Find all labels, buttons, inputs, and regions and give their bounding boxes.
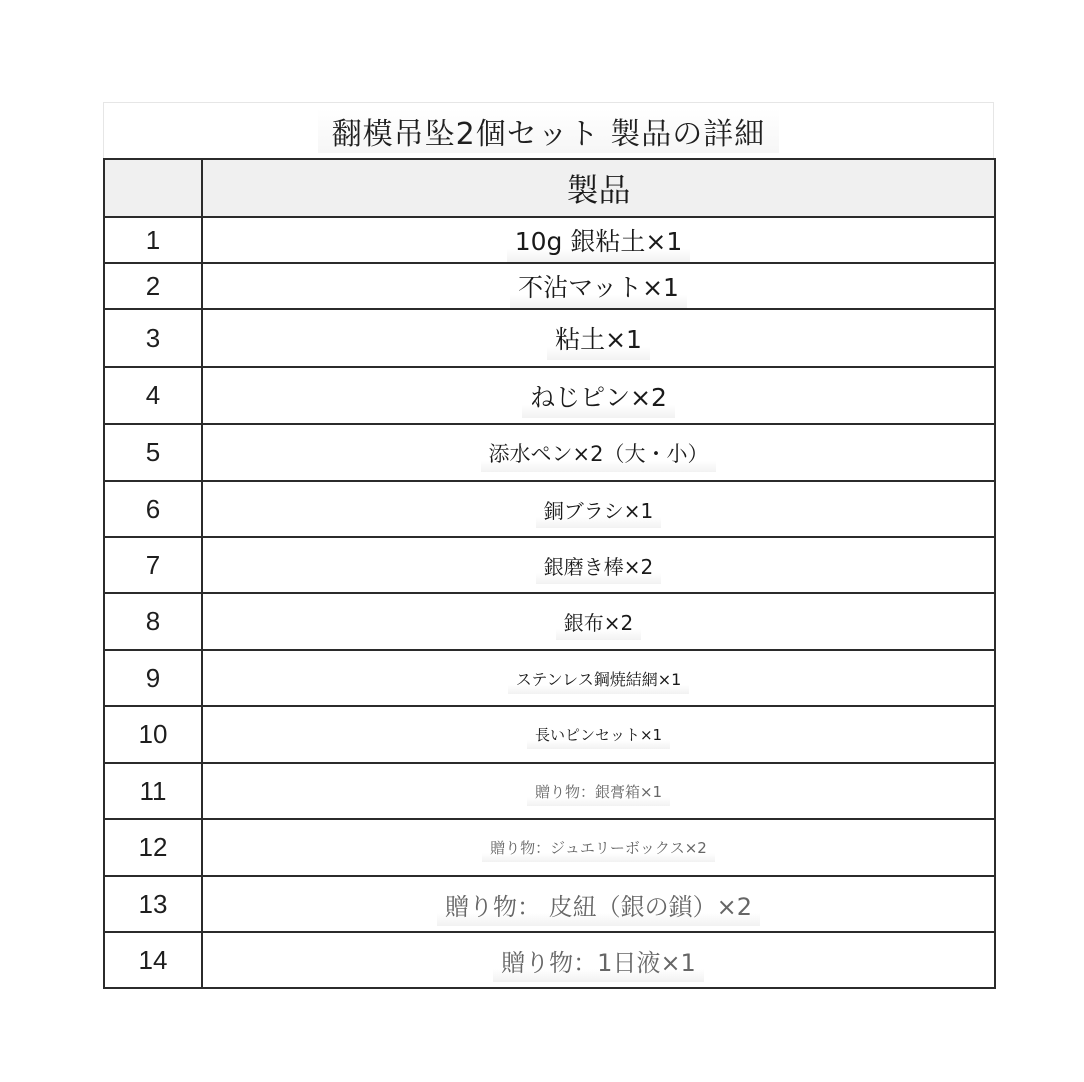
row-product (202, 481, 995, 537)
row-product-text: 贈り物：銀膏箱×1 (527, 777, 670, 806)
row-number: 1 (104, 217, 202, 263)
row-number: 12 (104, 819, 202, 876)
row-product (202, 650, 995, 706)
row-product (202, 537, 995, 593)
row-product-text: 銀布×2 (556, 603, 641, 640)
table-row (104, 309, 995, 367)
header-product-cell: 製品 (202, 159, 995, 217)
table-row (104, 706, 995, 763)
row-number: 11 (104, 763, 202, 819)
row-product-text: 粘土×1 (547, 316, 650, 360)
row-number: 8 (104, 593, 202, 650)
table-row (104, 424, 995, 481)
row-number: 7 (104, 537, 202, 593)
row-product-text: 銀磨き棒×2 (536, 547, 661, 584)
row-number: 6 (104, 481, 202, 537)
table-row (104, 263, 995, 309)
row-product (202, 263, 995, 309)
row-product-text: 添水ペン×2（大・小） (481, 434, 717, 472)
row-number: 9 (104, 650, 202, 706)
table-row (104, 481, 995, 537)
row-product (202, 876, 995, 932)
table-row (104, 819, 995, 876)
row-product-text: 贈り物：ジュエリーボックス×2 (482, 833, 715, 862)
row-number: 13 (104, 876, 202, 932)
row-number: 4 (104, 367, 202, 424)
row-product-text: 不沾マット×1 (510, 264, 687, 308)
row-product (202, 819, 995, 876)
row-product-text: ねじピン×2 (522, 374, 675, 418)
row-product-text: 長いピンセット×1 (527, 720, 670, 749)
row-product (202, 424, 995, 481)
row-number: 2 (104, 263, 202, 309)
row-product (202, 706, 995, 763)
sheet-title-bar (103, 102, 994, 158)
row-product (202, 217, 995, 263)
table-row (104, 593, 995, 650)
table-row (104, 763, 995, 819)
table-header-row (104, 159, 995, 217)
row-product-text: 10g 銀粘土×1 (507, 218, 690, 262)
row-product-text: 贈り物：1日液×1 (493, 939, 704, 982)
table-row (104, 932, 995, 988)
row-number: 5 (104, 424, 202, 481)
row-number: 3 (104, 309, 202, 367)
product-details-sheet (103, 102, 994, 986)
table-row (104, 650, 995, 706)
table-row (104, 367, 995, 424)
sheet-title: 翻模吊坠2個セット 製品の詳細 (318, 109, 780, 153)
product-table (103, 158, 996, 989)
table-row (104, 217, 995, 263)
table-row (104, 537, 995, 593)
row-product-text: 銅ブラシ×1 (536, 491, 661, 528)
row-product (202, 309, 995, 367)
row-product-text: 贈り物： 皮紐（銀の鎖）×2 (437, 883, 760, 926)
row-product (202, 763, 995, 819)
row-product-text: ステンレス鋼焼結網×1 (508, 663, 690, 694)
row-number: 14 (104, 932, 202, 988)
row-product (202, 593, 995, 650)
header-number-cell (104, 159, 202, 217)
row-product (202, 932, 995, 988)
table-row (104, 876, 995, 932)
row-number: 10 (104, 706, 202, 763)
row-product (202, 367, 995, 424)
